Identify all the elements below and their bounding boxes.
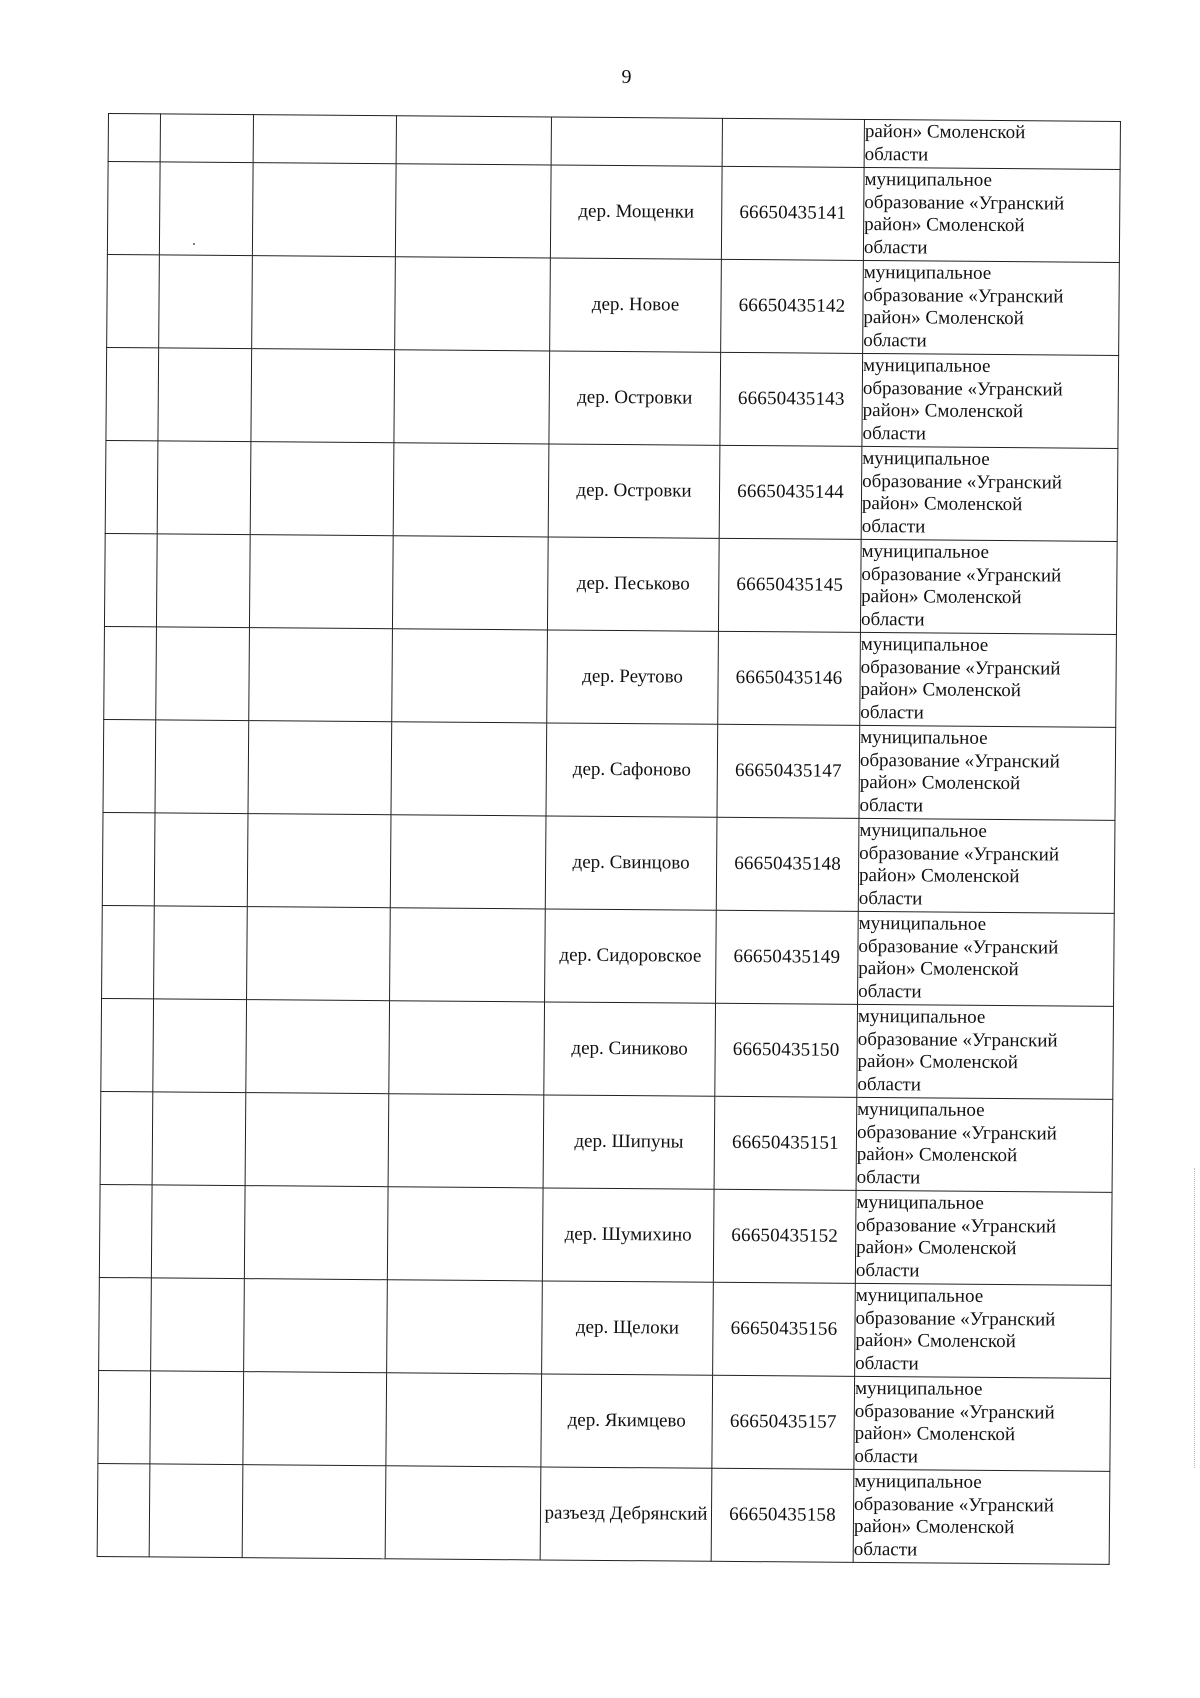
empty-cell [150, 1371, 244, 1465]
empty-cell [393, 443, 549, 537]
empty-cell [392, 536, 548, 630]
empty-cell [253, 115, 396, 164]
table-row [104, 626, 1117, 727]
empty-cell [158, 348, 252, 442]
empty-cell [153, 999, 247, 1093]
oktmo-code-cell: 66650435141 [721, 166, 864, 260]
oktmo-code-cell: 66650435158 [711, 1468, 854, 1562]
municipality-line: области [854, 1445, 919, 1467]
municipality-cell [857, 1004, 1114, 1099]
empty-cell [392, 629, 548, 723]
municipality-line: области [863, 329, 927, 351]
empty-cell [387, 1280, 543, 1374]
settlement-name-cell: дер. Шумихино [542, 1188, 714, 1282]
empty-cell [249, 535, 393, 629]
municipality-line: район» Смоленской [859, 771, 1021, 795]
municipality-line: муниципальное [857, 1005, 986, 1028]
settlement-name-cell: дер. Песьково [547, 537, 719, 631]
oktmo-code-cell: 66650435150 [715, 1003, 858, 1097]
municipality-line: области [856, 1166, 921, 1188]
table-row [102, 812, 1115, 913]
empty-cell [387, 1187, 543, 1281]
municipality-line: области [860, 701, 924, 723]
empty-cell [389, 1001, 545, 1095]
municipality-line: район» Смоленской [864, 120, 1026, 144]
empty-cell [154, 813, 248, 907]
municipality-line: образование «Угранский [862, 377, 1063, 401]
municipality-line: образование «Угранский [855, 1307, 1056, 1330]
municipality-cell [863, 167, 1120, 262]
empty-cell [104, 626, 157, 719]
oktmo-code-cell: 66650435148 [716, 817, 859, 911]
municipality-line: образование «Угранский [856, 1121, 1057, 1144]
municipality-line: области [863, 236, 928, 258]
empty-cell [102, 905, 155, 998]
table-row [99, 1277, 1112, 1378]
municipality-line: муниципальное [854, 1470, 982, 1493]
empty-cell [105, 440, 158, 533]
municipality-cell [859, 725, 1116, 820]
municipality-cell [855, 1190, 1112, 1285]
municipality-cell [862, 353, 1119, 448]
municipality-line: образование «Угранский [857, 1028, 1058, 1051]
empty-cell [396, 116, 551, 165]
empty-cell [108, 114, 160, 162]
empty-cell [385, 1466, 541, 1560]
municipality-line: образование «Угранский [856, 1214, 1057, 1237]
municipality-cell [853, 1469, 1110, 1564]
oktmo-code-cell: 66650435147 [717, 724, 860, 818]
empty-cell [98, 1370, 151, 1463]
municipality-line: район» Смоленской [862, 399, 1024, 423]
municipality-line: области [861, 515, 926, 537]
municipality-line: район» Смоленской [854, 1422, 1016, 1446]
empty-cell [390, 815, 546, 909]
settlement-name-cell: дер. Новое [550, 258, 722, 352]
empty-cell [104, 533, 157, 626]
settlement-name-cell: дер. Островки [549, 351, 721, 445]
empty-cell [159, 255, 253, 349]
municipality-line: район» Смоленской [861, 492, 1023, 516]
table-row [105, 440, 1118, 541]
empty-cell [245, 1093, 389, 1187]
municipality-line: образование «Угранский [859, 749, 1060, 772]
settlement-name-cell: дер. Мощенки [550, 165, 722, 259]
oktmo-code-cell: 66650435143 [720, 352, 863, 446]
table-row-continuation [108, 114, 1120, 170]
municipality-line: области [853, 1538, 918, 1560]
table-row [104, 533, 1117, 634]
municipality-line: образование «Угранский [862, 470, 1063, 494]
settlement-name-cell: дер. Шипуны [543, 1095, 715, 1189]
page-number: 9 [621, 66, 632, 88]
empty-cell [157, 441, 251, 535]
municipality-line: муниципальное [863, 261, 992, 284]
empty-cell [386, 1373, 542, 1467]
oktmo-code-cell: 66650435152 [713, 1189, 856, 1283]
municipality-line: образование «Угранский [854, 1493, 1055, 1516]
settlement-name-cell: дер. Реутово [547, 630, 719, 724]
empty-cell [248, 721, 392, 815]
empty-cell [159, 162, 253, 256]
empty-cell [252, 256, 396, 350]
empty-cell [252, 163, 396, 257]
municipality-line: области [858, 980, 922, 1002]
scan-edge-mark [1194, 1168, 1196, 1468]
municipality-cell [864, 119, 1120, 169]
municipality-line: образование «Угранский [859, 842, 1060, 865]
municipality-line: образование «Угранский [854, 1400, 1055, 1423]
municipality-line: муниципальное [858, 912, 987, 935]
settlement-name-cell: разъезд Дебрянский [540, 1467, 712, 1561]
empty-cell [160, 114, 253, 163]
table-row [107, 254, 1120, 355]
registry-table-wrapper [97, 113, 1121, 1565]
municipality-cell [860, 632, 1117, 727]
empty-cell [247, 907, 391, 1001]
empty-cell [242, 1465, 386, 1559]
empty-cell [154, 906, 248, 1000]
municipality-line: район» Смоленской [857, 1050, 1019, 1074]
oktmo-code-cell: 66650435149 [716, 910, 859, 1004]
oktmo-code-cell: 66650435142 [721, 259, 864, 353]
oktmo-code-cell: 66650435145 [718, 538, 861, 632]
municipality-cell [863, 260, 1120, 355]
settlement-name-cell: дер. Свинцово [545, 816, 717, 910]
municipality-line: район» Смоленской [856, 1236, 1017, 1260]
oktmo-code-cell: 66650435157 [712, 1375, 855, 1469]
table-row [99, 1184, 1112, 1285]
empty-cell [395, 257, 551, 351]
municipality-line: области [864, 143, 929, 165]
empty-cell [394, 350, 550, 444]
municipality-line: образование «Угранский [864, 191, 1065, 215]
municipality-line: муниципальное [862, 447, 990, 470]
empty-cell [388, 1094, 544, 1188]
municipality-line: район» Смоленской [853, 1515, 1015, 1539]
empty-cell [151, 1278, 245, 1372]
table-row [106, 347, 1119, 448]
municipality-cell [858, 911, 1115, 1006]
empty-cell [107, 162, 160, 255]
empty-cell [722, 118, 864, 167]
municipality-line: образование «Угранский [861, 563, 1062, 587]
municipality-line: район» Смоленской [856, 1143, 1018, 1167]
empty-cell [99, 1184, 152, 1277]
municipality-line: области [855, 1259, 920, 1281]
municipality-line: район» Смоленской [855, 1329, 1016, 1353]
table-row [101, 998, 1114, 1099]
empty-cell [244, 1279, 388, 1373]
municipality-line: муниципальное [857, 1098, 985, 1121]
empty-cell [155, 720, 249, 814]
empty-cell [246, 1000, 390, 1094]
municipality-line: муниципальное [862, 354, 991, 377]
table-row [107, 162, 1120, 263]
municipality-line: муниципальное [861, 540, 990, 563]
empty-cell [390, 908, 546, 1002]
registry-table-body [97, 114, 1120, 1565]
settlement-name-cell: дер. Щелоки [542, 1281, 714, 1375]
empty-cell [151, 1185, 245, 1279]
municipality-line: район» Смоленской [863, 306, 1024, 330]
empty-cell [99, 1277, 152, 1370]
empty-cell [156, 627, 250, 721]
municipality-cell [856, 1097, 1113, 1192]
table-row [103, 719, 1116, 820]
empty-cell [244, 1186, 388, 1280]
municipality-cell [861, 446, 1118, 541]
municipality-line: муниципальное [856, 1191, 984, 1214]
empty-cell [249, 628, 393, 722]
empty-cell [149, 1464, 243, 1558]
municipality-cell [860, 539, 1117, 634]
empty-cell [551, 117, 722, 166]
empty-cell [106, 347, 159, 440]
empty-cell [395, 164, 551, 258]
empty-cell [101, 998, 154, 1091]
municipality-line: образование «Угранский [863, 284, 1064, 308]
oktmo-code-cell: 66650435156 [713, 1282, 856, 1376]
settlement-name-cell: дер. Сафоново [546, 723, 718, 817]
settlement-name-cell: дер. Островки [548, 444, 720, 538]
municipality-line: области [857, 1073, 921, 1095]
municipality-line: образование «Угранский [860, 656, 1061, 679]
empty-cell [156, 534, 250, 628]
empty-cell [152, 1092, 246, 1186]
municipality-line: муниципальное [859, 819, 987, 842]
municipality-line: муниципальное [860, 726, 988, 749]
municipality-line: муниципальное [864, 168, 993, 191]
municipality-line: муниципальное [860, 633, 989, 656]
empty-cell [251, 349, 395, 443]
settlement-name-cell: дер. Сидоровское [545, 909, 717, 1003]
municipality-line: области [858, 887, 923, 909]
empty-cell [243, 1372, 387, 1466]
empty-cell [250, 442, 394, 536]
municipality-line: район» Смоленской [861, 585, 1022, 609]
empty-cell [391, 722, 547, 816]
table-row [102, 905, 1115, 1006]
municipality-cell [854, 1376, 1111, 1471]
municipality-line: район» Смоленской [860, 678, 1021, 702]
municipality-line: район» Смоленской [858, 957, 1019, 981]
table-row [98, 1370, 1111, 1471]
empty-cell [107, 254, 160, 347]
settlement-name-cell: дер. Синиково [544, 1002, 716, 1096]
oktmo-code-cell: 66650435144 [719, 445, 862, 539]
municipality-line: области [859, 794, 924, 816]
empty-cell [103, 719, 156, 812]
municipality-line: образование «Угранский [858, 935, 1059, 958]
table-row [97, 1463, 1110, 1564]
settlement-name-cell: дер. Якимцево [541, 1374, 713, 1468]
empty-cell [97, 1463, 150, 1556]
municipality-line: области [862, 422, 927, 444]
municipality-cell [855, 1283, 1112, 1378]
oktmo-code-cell: 66650435151 [714, 1096, 857, 1190]
registry-table [97, 113, 1121, 1565]
municipality-line: муниципальное [855, 1284, 984, 1307]
oktmo-code-cell: 66650435146 [718, 631, 861, 725]
municipality-cell [858, 818, 1115, 913]
municipality-line: области [855, 1352, 919, 1374]
empty-cell [100, 1091, 153, 1184]
empty-cell [102, 812, 155, 905]
empty-cell [247, 814, 391, 908]
municipality-line: район» Смоленской [858, 864, 1020, 888]
municipality-line: район» Смоленской [864, 213, 1025, 237]
municipality-line: муниципальное [854, 1377, 983, 1400]
municipality-line: области [860, 608, 925, 630]
table-row [100, 1091, 1113, 1192]
